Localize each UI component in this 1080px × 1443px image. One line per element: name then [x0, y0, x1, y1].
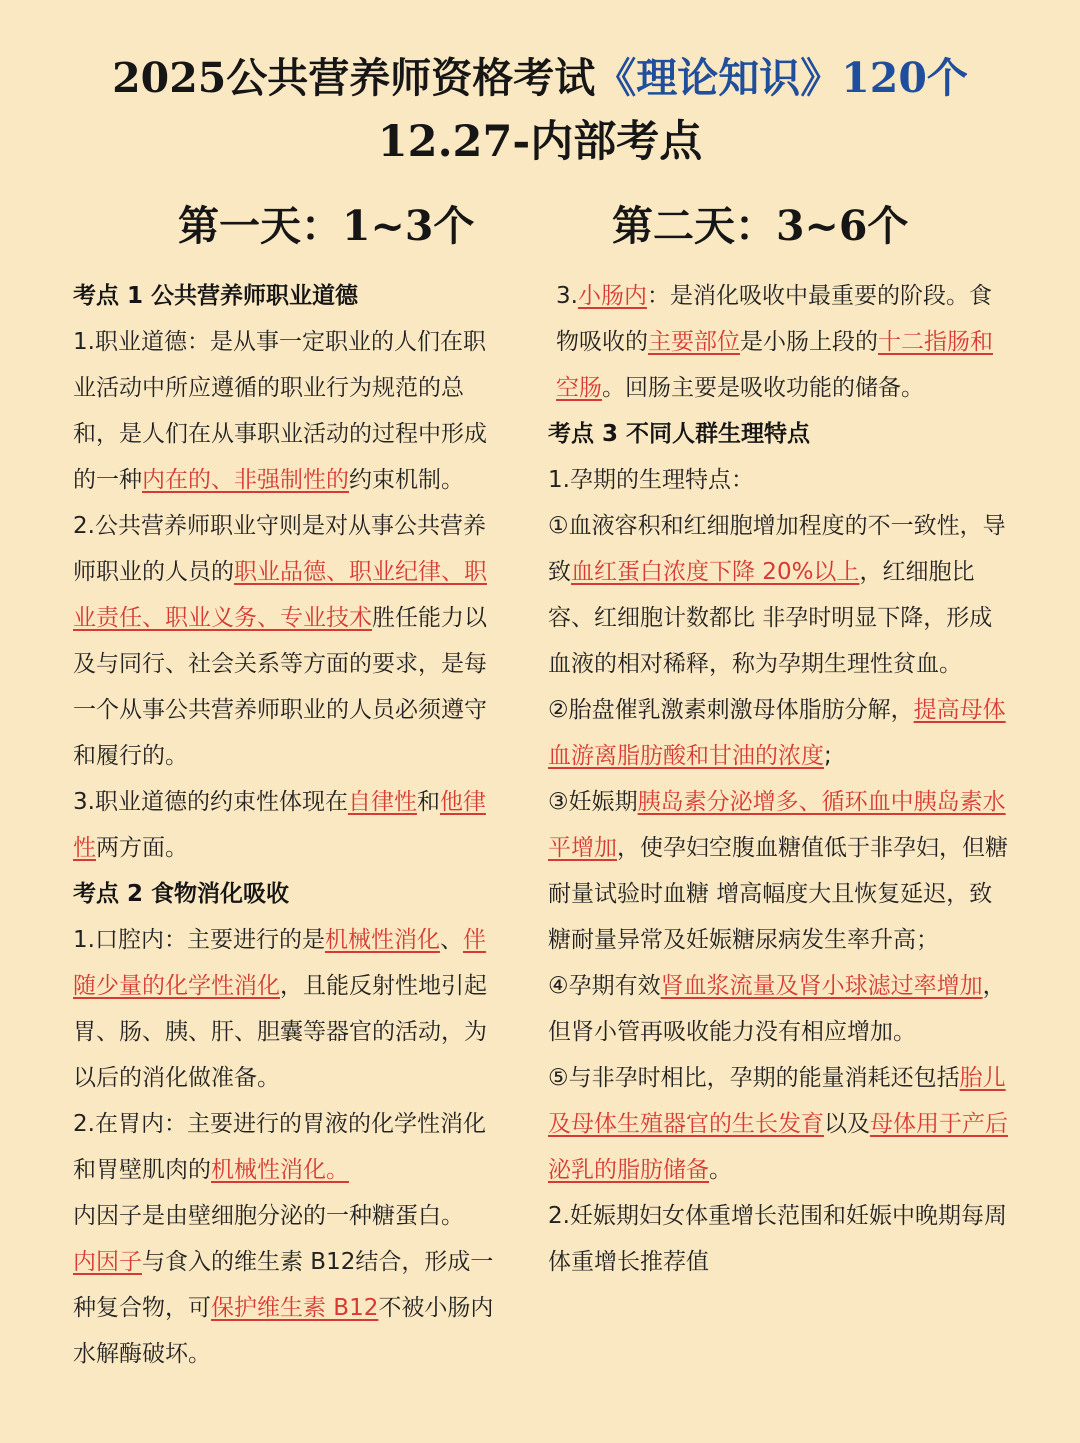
text: ②胎盘催乳激素刺激母体脂肪分解， [548, 697, 914, 723]
text: 3.职业道德的约束性体现在 [73, 789, 348, 815]
title-text: 2025公共营养师资格考试 [112, 54, 596, 102]
section-heading-3: 考点 3 不同人群生理特点 [548, 421, 811, 447]
text: 以及 [824, 1111, 870, 1137]
key-phrase: 职业品德、职业纪律、职业责任、职业义务、专业技术 [73, 559, 487, 631]
key-phrase: 自律性 [347, 789, 417, 815]
text: 。 [709, 1157, 732, 1183]
paragraph-stomach-digestion [73, 1101, 505, 1193]
paragraph-professional-ethics [73, 319, 505, 503]
key-phrase: 内在的、非强制性的 [142, 467, 349, 493]
section-heading-1: 考点 1 公共营养师职业道德 [73, 283, 359, 309]
right-column [548, 273, 1012, 1285]
text: ; [824, 743, 832, 769]
key-phrase: 胎儿及母体生殖器官的生长发育 [548, 1065, 1006, 1137]
paragraph-weight-gain: 2.妊娠期妇女体重增长范围和妊娠中晚期每周体重增长推荐值 [548, 1203, 1007, 1275]
paragraph-b12 [73, 1239, 505, 1377]
page-title [0, 50, 1080, 106]
paragraph-small-intestine [548, 273, 1012, 411]
text: ，使孕妇空腹血糖值低于非孕妇，但糖耐量试验时血糖 增高幅度大且恢复延迟，致糖耐量异常及妊娠糖尿病发生率升高； [548, 835, 1008, 953]
paragraph-mouth-digestion [73, 917, 505, 1101]
paragraph-intrinsic-factor: 内因子是由壁细胞分泌的一种糖蛋白。 [73, 1203, 464, 1229]
text: 约束机制。 [349, 467, 464, 493]
day-two-heading: 第二天：3~6个 [612, 202, 909, 250]
key-phrase: 母体用于产后泌乳的脂肪储备 [548, 1111, 1008, 1183]
text: 与食入的维生素 B12结合，形成一种复合物，可 [73, 1249, 494, 1321]
text: ，但肾小管再吸收能力没有相应增加。 [548, 973, 1006, 1045]
key-phrase: 血红蛋白浓度下降 20%以上 [571, 559, 860, 585]
paragraph-renal [548, 963, 1012, 1055]
text: 、 [439, 927, 463, 953]
section-heading-2: 考点 2 食物消化吸收 [73, 881, 290, 907]
text: ：是消化吸收中最重要的阶段。食物吸收的 [556, 283, 992, 355]
text: 不被小肠内水解酶破坏。 [73, 1295, 494, 1367]
text: ，红细胞比容、红细胞计数都比 非孕时明显下降，形成血液的相对稀释，称为孕期生理性贫血。 [548, 559, 993, 677]
title-highlight: 《理论知识》120个 [595, 54, 968, 102]
key-phrase: 十二指肠和空肠 [556, 329, 993, 401]
key-phrase: 主要部位 [648, 329, 740, 355]
text: ④孕期有效 [548, 973, 661, 999]
paragraph-placental-hormone [548, 687, 1012, 779]
text: 。回肠主要是吸收功能的储备。 [602, 375, 924, 401]
key-phrase: 机械性消化。 [211, 1157, 349, 1183]
paragraph-constraint [73, 779, 505, 871]
text: ③妊娠期 [548, 789, 638, 815]
paragraph-pregnancy-title: 1.孕期的生理特点： [548, 467, 754, 493]
text: 是小肠上段的 [740, 329, 878, 355]
key-phrase: 他律性 [73, 789, 486, 861]
text: 2.公共营养师职业守则是对从事公共营养师职业的人员的 [73, 513, 486, 585]
text: 1.口腔内：主要进行的是 [73, 927, 325, 953]
key-phrase: 小肠内 [577, 283, 647, 309]
left-column [73, 273, 505, 1377]
text: 2.在胃内：主要进行的胃液的化学性消化和胃壁肌肉的 [73, 1111, 486, 1183]
paragraph-blood-volume [548, 503, 1012, 687]
text: 两方面。 [96, 835, 188, 861]
key-phrase: 保护维生素 B12 [211, 1295, 379, 1321]
text: 1.职业道德：是从事一定职业的人们在职业活动中所应遵循的职业行为规范的总和，是人们在从事职业活动的过程中形成的一种 [73, 329, 487, 493]
day-one-heading: 第一天：1~3个 [178, 202, 475, 250]
paragraph-code-of-conduct [73, 503, 505, 779]
page-subtitle: 12.27-内部考点 [377, 117, 703, 167]
key-phrase: 机械性消化 [324, 927, 440, 953]
text: 胜任能力以及与同行、社会关系等方面的要求，是每一个从事公共营养师职业的人员必须遵守和履行的。 [73, 605, 487, 769]
key-phrase: 伴随少量的化学性消化 [73, 927, 486, 999]
paragraph-insulin [548, 779, 1012, 963]
key-phrase: 肾血浆流量及肾小球滤过率增加 [660, 973, 983, 999]
key-phrase: 胰岛素分泌增多、循环血中胰岛素水平增加 [548, 789, 1006, 861]
text: 3. [556, 283, 578, 309]
key-phrase: 提高母体血游离脂肪酸和甘油的浓度 [548, 697, 1006, 769]
text: 和 [416, 789, 440, 815]
key-phrase: 内因子 [73, 1249, 142, 1275]
text: ①血液容积和红细胞增加程度的不一致性，导致 [548, 513, 1006, 585]
text: ，且能反射性地引起胃、肠、胰、肝、胆囊等器官的活动，为以后的消化做准备。 [73, 973, 487, 1091]
text: ⑤与非孕时相比，孕期的能量消耗还包括 [548, 1065, 960, 1091]
paragraph-energy [548, 1055, 1012, 1193]
